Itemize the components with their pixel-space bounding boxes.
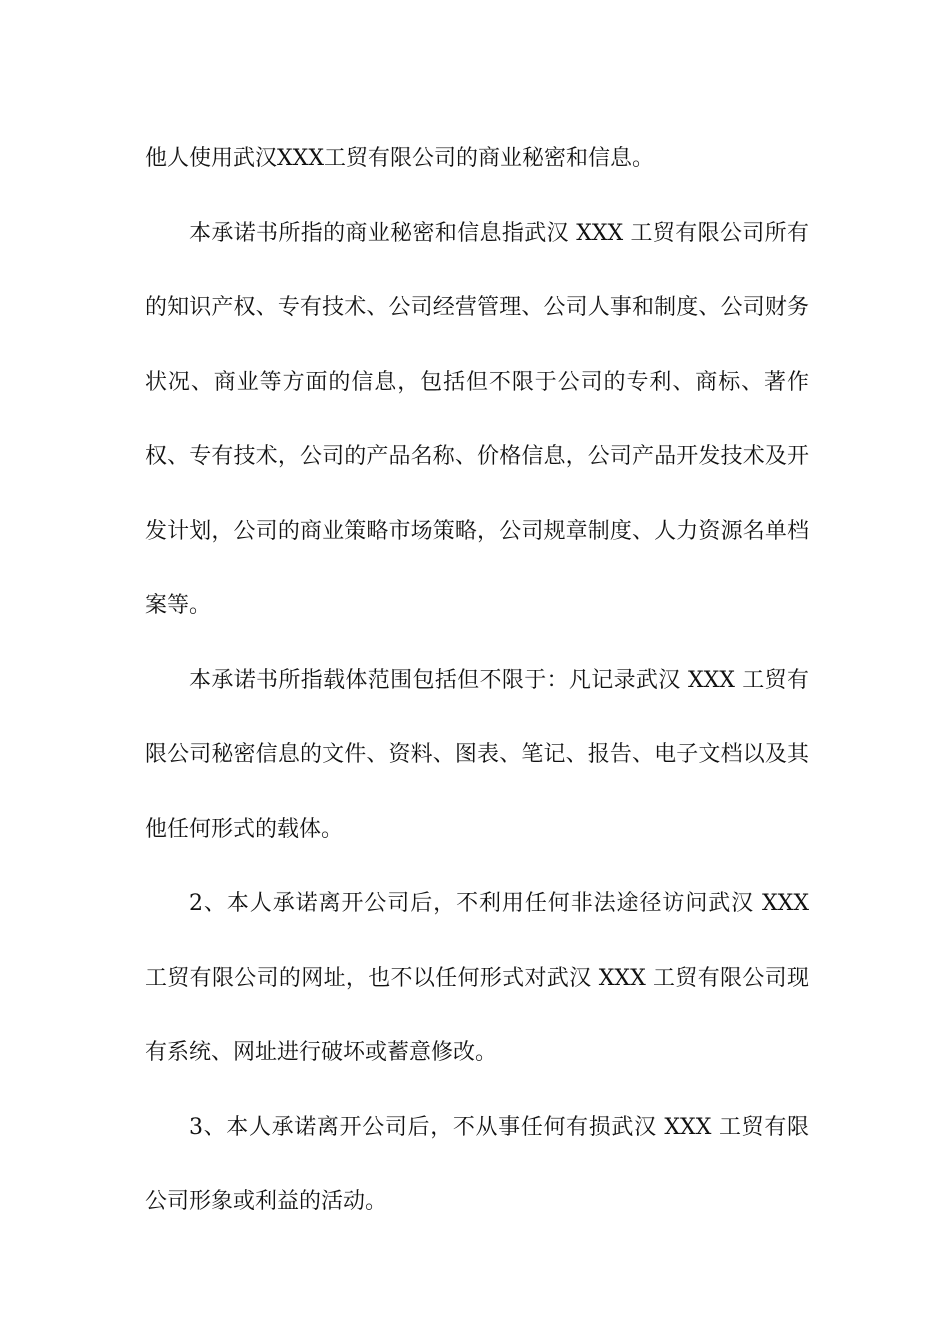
paragraph-clause-2: 2、本人承诺离开公司后，不利用任何非法途径访问武汉 XXX 工贸有限公司的网址，也不以任何形式对武汉 XXX 工贸有限公司现有系统、网址进行破坏或蓄意修改。 bbox=[145, 891, 809, 1065]
document-body bbox=[145, 122, 809, 1240]
paragraph-trade-secret-definition: 本承诺书所指的商业秘密和信息指武汉 XXX 工贸有限公司所有的知识产权、专有技术、公司经营管理、公司人事和制度、公司财务状况、商业等方面的信息，包括但不限于公司的专利、商标、著作权、专有技术，公司的产品名称、价格信息，公司产品开发技术及开发计划，公司的商业策略市场策略，公司规章制度、人力资源名单档案等。 bbox=[145, 220, 809, 618]
paragraph-clause-3: 3、本人承诺离开公司后，不从事任何有损武汉 XXX 工贸有限公司形象或利益的活动。 bbox=[145, 1114, 809, 1214]
paragraph-carrier-scope: 本承诺书所指载体范围包括但不限于：凡记录武汉 XXX 工贸有限公司秘密信息的文件、资料、图表、笔记、报告、电子文档以及其他任何形式的载体。 bbox=[145, 667, 809, 842]
paragraph-continuation: 他人使用武汉XXX工贸有限公司的商业秘密和信息。 bbox=[145, 146, 654, 171]
